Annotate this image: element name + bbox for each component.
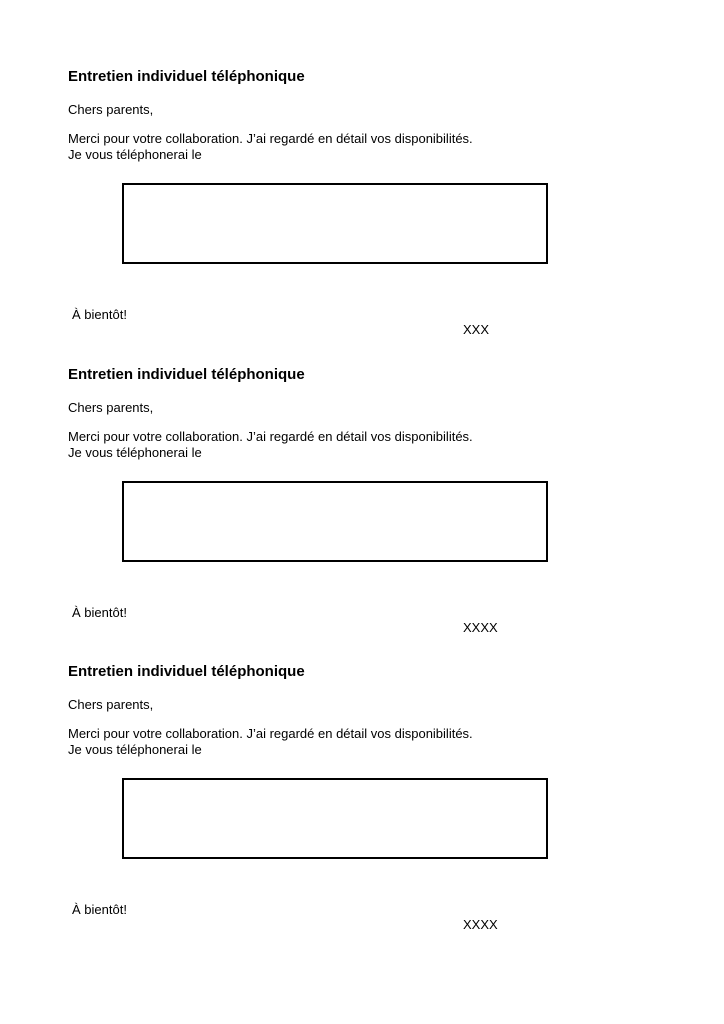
body-line-2: Je vous téléphonerai le [68, 742, 202, 757]
date-response-box[interactable] [122, 778, 548, 859]
body-paragraph [68, 131, 473, 163]
body-line-1: Merci pour votre collaboration. J’ai regardé en détail vos disponibilités. [68, 131, 473, 146]
body-line-2: Je vous téléphonerai le [68, 445, 202, 460]
date-response-box[interactable] [122, 481, 548, 562]
date-response-box[interactable] [122, 183, 548, 264]
letter-slip [68, 367, 628, 657]
body-line-1: Merci pour votre collaboration. J’ai regardé en détail vos disponibilités. [68, 429, 473, 444]
body-paragraph [68, 726, 473, 758]
greeting-line: Chers parents, [68, 400, 154, 415]
closing-line: À bientôt! [72, 902, 127, 917]
body-line-1: Merci pour votre collaboration. J’ai regardé en détail vos disponibilités. [68, 726, 473, 741]
letter-slip [68, 664, 628, 954]
greeting-line: Chers parents, [68, 102, 154, 117]
closing-line: À bientôt! [72, 605, 127, 620]
letter-slip [68, 69, 628, 359]
slip-title: Entretien individuel téléphonique [68, 366, 305, 383]
signature-placeholder: XXXX [463, 917, 498, 932]
body-paragraph [68, 429, 473, 461]
slip-title: Entretien individuel téléphonique [68, 663, 305, 680]
slip-title: Entretien individuel téléphonique [68, 68, 305, 85]
closing-line: À bientôt! [72, 307, 127, 322]
signature-placeholder: XXX [463, 322, 490, 337]
body-line-2: Je vous téléphonerai le [68, 147, 202, 162]
greeting-line: Chers parents, [68, 697, 154, 712]
signature-placeholder: XXXX [463, 620, 498, 635]
